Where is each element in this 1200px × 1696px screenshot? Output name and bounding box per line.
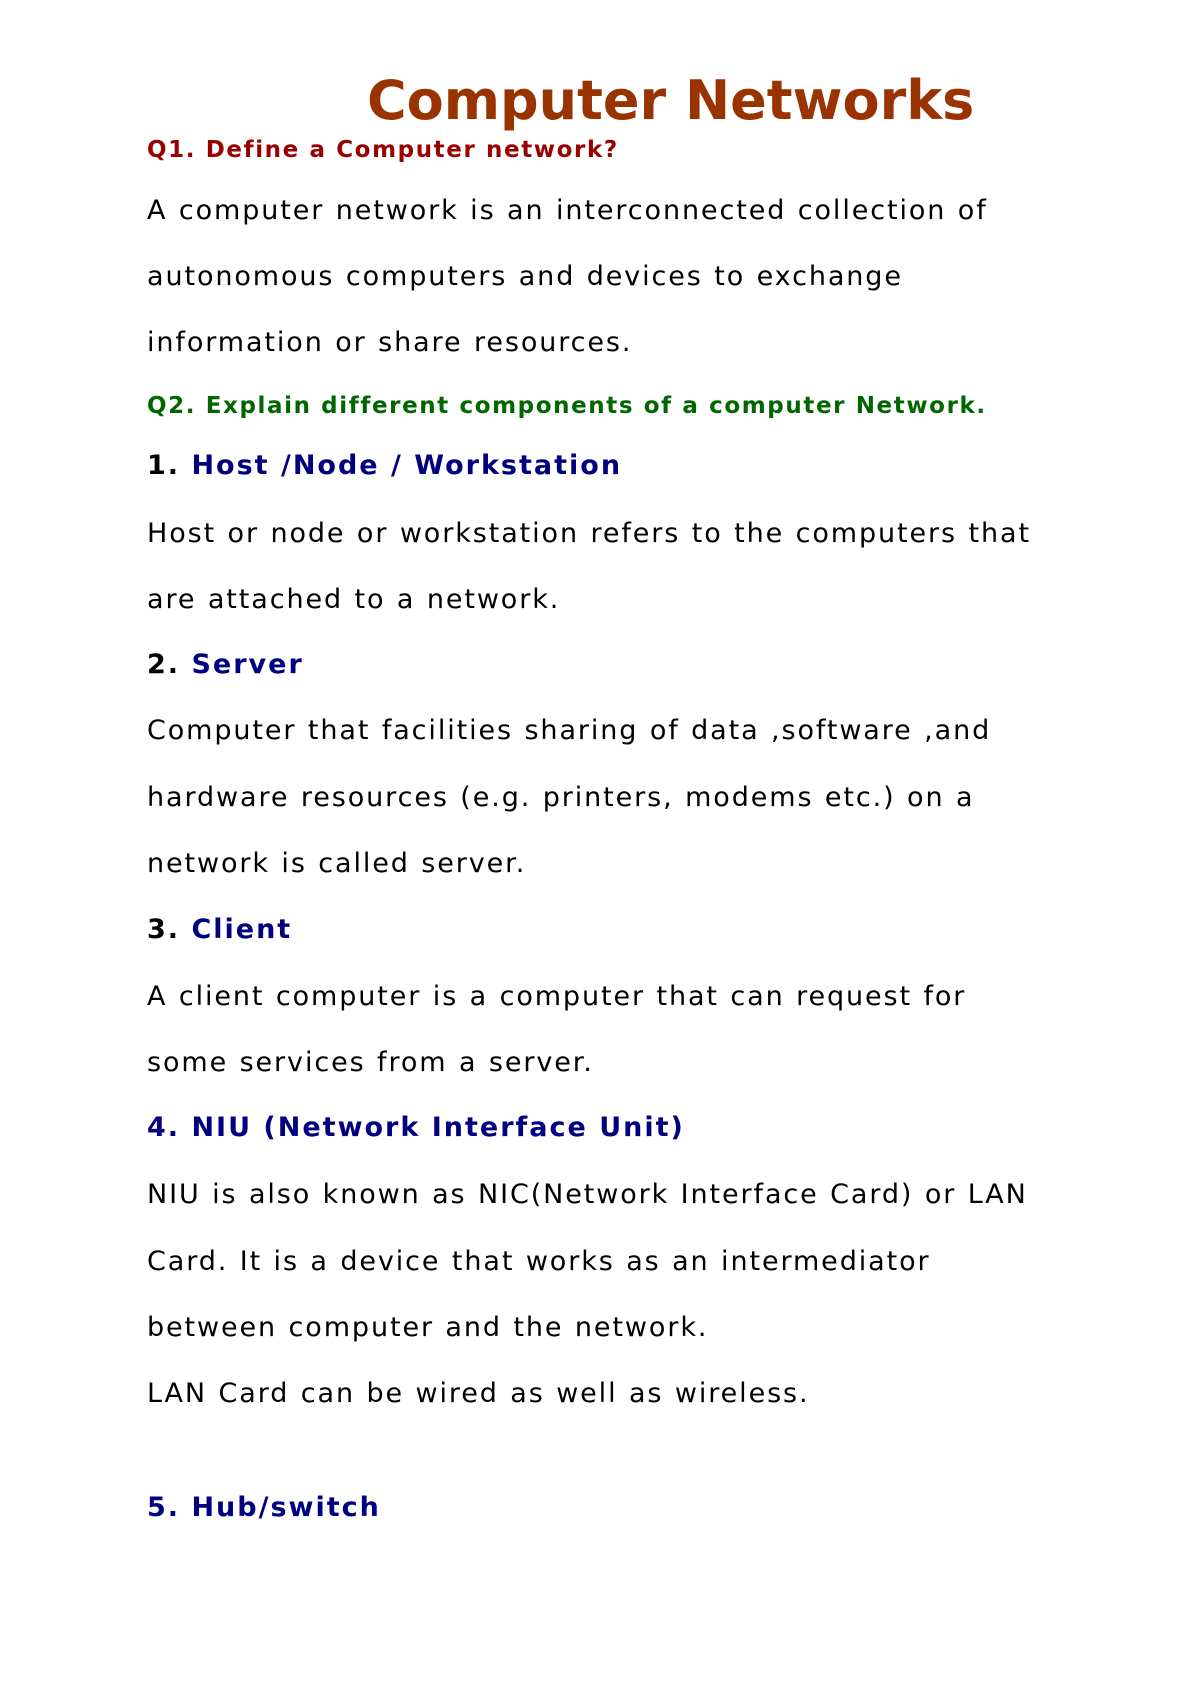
component-3-line-2: some services from a server.: [147, 1047, 594, 1078]
question-2: Q2. Explain different components of a computer Network.: [147, 393, 987, 419]
component-4-line-4: LAN Card can be wired as well as wireless.: [147, 1378, 810, 1409]
component-5-heading: 5. Hub/switch: [147, 1492, 381, 1523]
component-2-line-3: network is called server.: [147, 848, 527, 879]
component-1-heading: [147, 452, 622, 479]
component-2-number: 2.: [147, 649, 192, 680]
q1-answer-line-2: autonomous computers and devices to exchange: [147, 261, 903, 292]
question-1: Q1. Define a Computer network?: [147, 137, 619, 163]
component-2-line-1: Computer that facilities sharing of data ,software ,and: [147, 715, 992, 746]
component-4-line-1: NIU is also known as NIC(Network Interface Card) or LAN: [147, 1179, 1028, 1210]
q1-answer-line-3: information or share resources.: [147, 327, 633, 358]
component-2-line-2: hardware resources (e.g. printers, modems etc.) on a: [147, 782, 975, 813]
component-2-title: Server: [191, 649, 304, 680]
component-3-line-1: A client computer is a computer that can request for: [147, 981, 967, 1012]
document-title: Computer Networks: [367, 69, 975, 132]
component-4-line-3: between computer and the network.: [147, 1312, 709, 1343]
component-1-title: Host /Node / Workstation: [191, 450, 623, 481]
component-4-heading: 4. NIU (Network Interface Unit): [147, 1112, 685, 1143]
component-2-heading: [147, 651, 304, 678]
q1-answer-line-1: A computer network is an interconnected collection of: [147, 195, 988, 226]
component-3-heading: [147, 916, 292, 943]
component-3-title: Client: [191, 914, 293, 945]
component-1-line-2: are attached to a network.: [147, 584, 561, 615]
component-1-line-1: Host or node or workstation refers to the computers that: [147, 518, 1031, 549]
component-1-number: 1.: [147, 450, 192, 481]
component-4-line-2: Card. It is a device that works as an intermediator: [147, 1246, 931, 1277]
component-3-number: 3.: [147, 914, 192, 945]
